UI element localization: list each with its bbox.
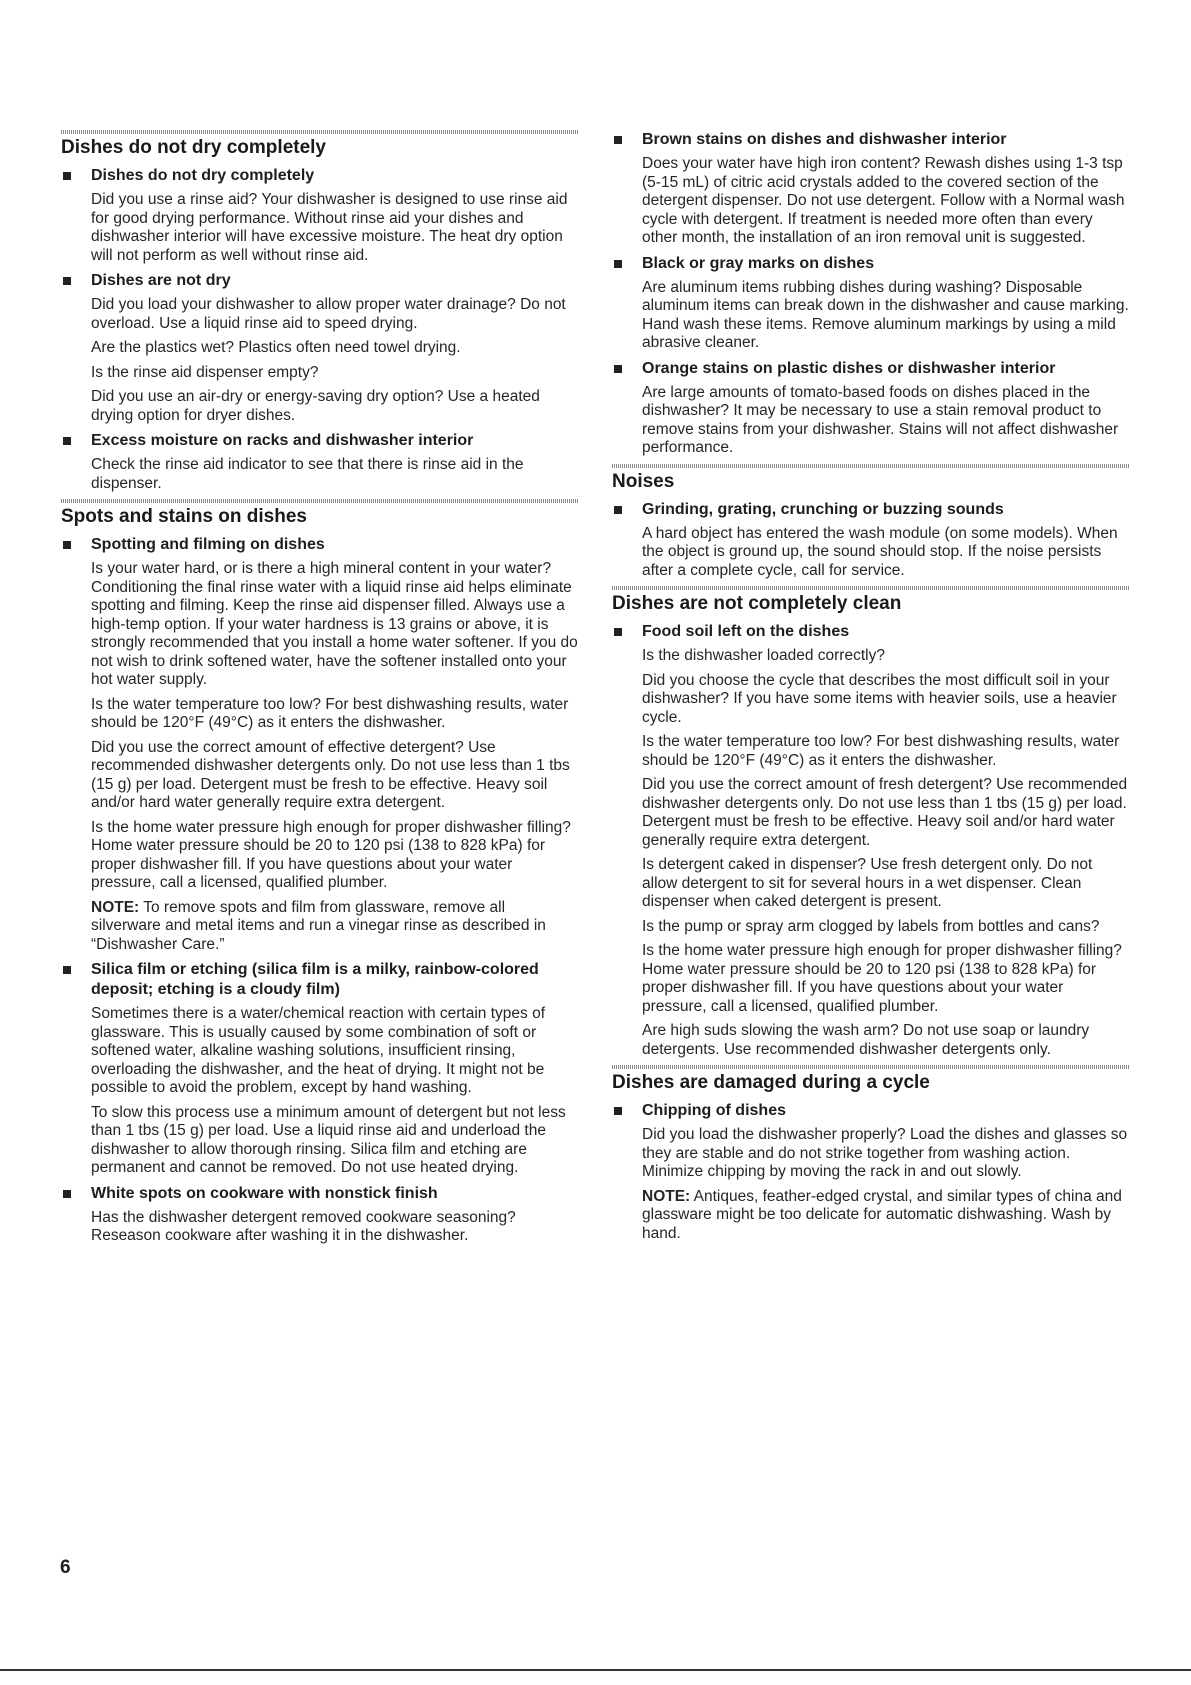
- item-title: White spots on cookware with nonstick finish: [91, 1184, 438, 1202]
- paragraph-text: Did you use a rinse aid? Your dishwasher is designed to use rinse aid for good drying performance. Without rinse aid your dishes and dishwasher interior will have excessive moisture. The heat dry option will not perform as well without rinse aid.: [91, 191, 568, 264]
- paragraph: [91, 339, 578, 358]
- section-rule: [612, 586, 1130, 590]
- page-number: 6: [60, 1557, 71, 1578]
- paragraph-text: Did you load your dishwasher to allow proper water drainage? Do not overload. Use a liquid rinse aid to speed drying.: [91, 296, 566, 332]
- item-title: Spotting and filming on dishes: [91, 536, 325, 553]
- paragraph: [642, 776, 1130, 850]
- paragraph: [91, 364, 578, 383]
- section-rule: [612, 1065, 1130, 1069]
- item-title: Chipping of dishes: [642, 1102, 786, 1119]
- square-bullet-icon: [614, 506, 622, 514]
- paragraph-text: Is the home water pressure high enough for proper dishwasher filling? Home water pressure should be 20 to 120 psi (138 to 828 kPa) for proper dishwasher fill. If you have questions about your water pressure, call a licensed, qualified plumber.: [91, 818, 571, 891]
- section-title: Spots and stains on dishes: [61, 506, 307, 527]
- item-title: Orange stains on plastic dishes or dishwasher interior: [642, 359, 1056, 377]
- paragraph: [642, 918, 1130, 937]
- list-item: [612, 130, 1130, 248]
- section: [612, 130, 1130, 458]
- paragraph-text: Did you use the correct amount of fresh detergent? Use recommended dishwasher detergents only. Do not use less than 1 tbs (15 g) per load. Detergent must be fresh to be effective. Heavy soil and/or hard water generally require extra detergent.: [642, 776, 1128, 849]
- right-column: [612, 130, 1130, 1249]
- item-title: Food soil left on the dishes: [642, 623, 850, 640]
- square-bullet-icon: [63, 437, 71, 445]
- paragraph-text: Did you choose the cycle that describes the most difficult soil in your dishwasher? If you have some items with heavier soils, use a heavier cycle.: [642, 671, 1117, 726]
- item-title: Silica film or etching (silica film is a milky, rainbow-colored deposit; etching is a cloudy film): [91, 961, 539, 998]
- paragraph: [91, 899, 578, 955]
- bottom-rule: [0, 1669, 1191, 1671]
- paragraph: [91, 456, 578, 493]
- list-item: [61, 960, 578, 1178]
- section-title: Dishes are not completely clean: [612, 593, 902, 614]
- square-bullet-icon: [63, 277, 71, 285]
- note-label: NOTE:: [642, 1187, 691, 1205]
- paragraph: [91, 560, 578, 690]
- list-item: [612, 1101, 1130, 1243]
- list-item: [61, 271, 578, 425]
- paragraph-text: Is your water hard, or is there a high mineral content in your water? Conditioning the final rinse water with a liquid rinse aid helps eliminate spotting and filming. Keep the rinse aid dispenser filled. Always use a high-temp option. If your water hardness is 13 grains or above, it is strongly recommended that you install a home water softener. If you do not wish to drink softened water, have the softener installed onto your hot water supply.: [91, 560, 578, 688]
- paragraph: [91, 819, 578, 893]
- paragraph: [642, 856, 1130, 912]
- paragraph-text: Are large amounts of tomato-based foods on dishes placed in the dishwasher? It may be necessary to use a stain removal product to remove stains from your dishwasher. Stains will not affect dishwasher performance.: [642, 383, 1119, 456]
- list-item: [61, 535, 578, 954]
- section: [612, 586, 1130, 1059]
- item-title: Dishes are not dry: [91, 272, 231, 289]
- note-label: NOTE:: [91, 898, 140, 916]
- paragraph-text: To remove spots and film from glassware, remove all silverware and metal items and run a vinegar rinse as described in “Dishwasher Care.”: [91, 898, 546, 953]
- square-bullet-icon: [614, 365, 622, 373]
- paragraph-text: Is the rinse aid dispenser empty?: [91, 363, 319, 381]
- list-item: [612, 254, 1130, 353]
- square-bullet-icon: [63, 1190, 71, 1198]
- section: [612, 1065, 1130, 1243]
- section: [61, 130, 578, 493]
- left-column: [61, 130, 578, 1252]
- list-item: [612, 359, 1130, 458]
- paragraph: [91, 191, 578, 265]
- paragraph: [642, 1022, 1130, 1059]
- square-bullet-icon: [614, 1107, 622, 1115]
- section: [612, 464, 1130, 581]
- paragraph-text: Is the water temperature too low? For best dishwashing results, water should be 120°F (49°C) as it enters the dishwasher.: [642, 733, 1120, 769]
- list-item: [61, 166, 578, 265]
- section-title: Dishes are damaged during a cycle: [612, 1072, 930, 1093]
- paragraph-text: Is the pump or spray arm clogged by labels from bottles and cans?: [642, 917, 1100, 935]
- paragraph: [91, 1209, 578, 1246]
- item-title: Dishes do not dry completely: [91, 167, 315, 184]
- paragraph: [91, 739, 578, 813]
- paragraph-text: Did you load the dishwasher properly? Load the dishes and glasses so they are stable and do not strike together from washing action. Minimize chipping by moving the rack in and out slowly.: [642, 1126, 1128, 1180]
- paragraph-text: Does your water have high iron content? Rewash dishes using 1-3 tsp (5-15 mL) of citric acid crystals added to the covered section of the detergent dispenser. Do not use detergent. Follow with a Normal wash cycle with detergent. If treatment is needed more often than every other month, the installation of an iron removal unit is suggested.: [642, 155, 1125, 246]
- square-bullet-icon: [63, 172, 71, 180]
- paragraph: [91, 1104, 578, 1178]
- section-title: Dishes do not dry completely: [61, 137, 326, 158]
- square-bullet-icon: [63, 541, 71, 549]
- paragraph-text: Are high suds slowing the wash arm? Do not use soap or laundry detergents. Use recommended dishwasher detergents only.: [642, 1022, 1090, 1058]
- paragraph: [91, 388, 578, 425]
- paragraph-text: A hard object has entered the wash module (on some models). When the object is ground up, the sound should stop. If the noise persists after a complete cycle, call for service.: [642, 524, 1118, 579]
- item-title: Grinding, grating, crunching or buzzing sounds: [642, 500, 1004, 518]
- paragraph: [642, 672, 1130, 728]
- square-bullet-icon: [614, 260, 622, 268]
- paragraph-text: Is the dishwasher loaded correctly?: [642, 647, 885, 664]
- paragraph-text: Sometimes there is a water/chemical reaction with certain types of glassware. This is usually caused by some combination of soft or softened water, alkaline washing solutions, insufficient rinsing, overloading the dishwasher, and the heat of drying. It might not be possible to avoid the problem, except by hand washing.: [91, 1005, 545, 1096]
- paragraph: [642, 1126, 1130, 1182]
- square-bullet-icon: [63, 966, 71, 974]
- paragraph: [91, 696, 578, 733]
- section-rule: [61, 499, 578, 503]
- paragraph-text: Is detergent caked in dispenser? Use fresh detergent only. Do not allow detergent to sit for several hours in a wet dispenser. Clean dispenser when caked detergent is present.: [642, 856, 1093, 910]
- list-item: [612, 500, 1130, 581]
- paragraph: [91, 296, 578, 333]
- paragraph-text: Did you use the correct amount of effective detergent? Use recommended dishwasher detergents only. Do not use less than 1 tbs (15 g) per load. Detergent must be fresh to be effective. Heavy soil and/or hard water generally require extra detergent.: [91, 738, 570, 811]
- paragraph-text: Did you use an air-dry or energy-saving dry option? Use a heated drying option for dryer dishes.: [91, 388, 540, 424]
- paragraph: [642, 155, 1130, 248]
- paragraph: [642, 647, 1130, 666]
- list-item: [61, 1184, 578, 1246]
- paragraph: [642, 1188, 1130, 1244]
- square-bullet-icon: [614, 136, 622, 144]
- item-title: Excess moisture on racks and dishwasher interior: [91, 432, 474, 449]
- paragraph-text: Are the plastics wet? Plastics often need towel drying.: [91, 339, 461, 356]
- paragraph: [642, 942, 1130, 1016]
- list-item: [612, 622, 1130, 1059]
- paragraph-text: Is the water temperature too low? For best dishwashing results, water should be 120°F (49°C) as it enters the dishwasher.: [91, 695, 569, 731]
- paragraph-text: To slow this process use a minimum amount of detergent but not less than 1 tbs (15 g) per load. Use a liquid rinse aid and underload the dishwasher to allow thorough rinsing. Silica film and etching are permanent and cannot be removed. Do not use heated drying.: [91, 1103, 566, 1176]
- paragraph: [642, 384, 1130, 458]
- paragraph-text: Check the rinse aid indicator to see that there is rinse aid in the dispenser.: [91, 456, 524, 492]
- paragraph-text: Antiques, feather-edged crystal, and similar types of china and glassware might be too delicate for automatic dishwashing. Wash by hand.: [642, 1187, 1122, 1242]
- section-rule: [61, 130, 578, 134]
- section: [61, 499, 578, 1246]
- paragraph: [642, 279, 1130, 353]
- section-rule: [612, 464, 1130, 468]
- square-bullet-icon: [614, 628, 622, 636]
- section-title: Noises: [612, 470, 675, 492]
- paragraph-text: Are aluminum items rubbing dishes during washing? Disposable aluminum items can break down in the dishwasher and cause marking. Hand wash these items. Remove aluminum markings by using a mild abrasive cleaner.: [642, 278, 1129, 351]
- paragraph-text: Has the dishwasher detergent removed cookware seasoning? Reseason cookware after washing it in the dishwasher.: [91, 1208, 516, 1244]
- paragraph: [642, 525, 1130, 581]
- paragraph: [642, 733, 1130, 770]
- paragraph: [91, 1005, 578, 1098]
- paragraph-text: Is the home water pressure high enough for proper dishwasher filling? Home water pressure should be 20 to 120 psi (138 to 828 kPa) for proper dishwasher fill. If you have questions about your water pressure, call a licensed, qualified plumber.: [642, 942, 1122, 1015]
- list-item: [61, 431, 578, 493]
- item-title: Black or gray marks on dishes: [642, 254, 875, 272]
- item-title: Brown stains on dishes and dishwasher interior: [642, 131, 1007, 148]
